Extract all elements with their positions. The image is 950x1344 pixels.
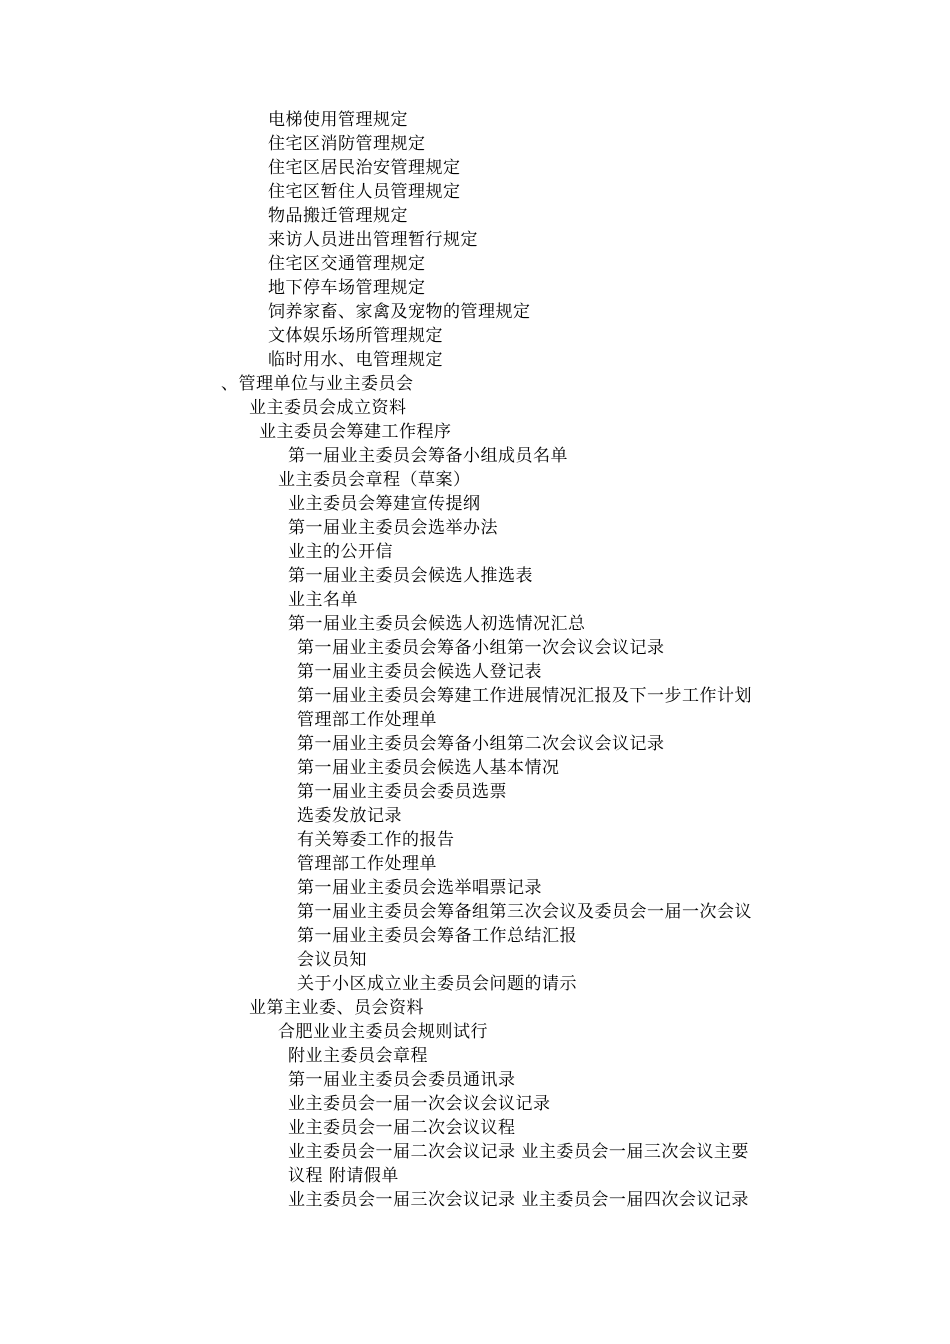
text-line: 业主名单 (288, 590, 358, 610)
section-heading: 、管理单位与业主委员会 (221, 374, 414, 394)
text-line: 议程 附请假单 (288, 1166, 399, 1186)
text-line: 业主委员会一届一次会议会议记录 (288, 1094, 551, 1114)
text-line: 业主委员会筹建工作程序 (259, 422, 452, 442)
text-line: 管理部工作处理单 (297, 710, 437, 730)
text-line: 业主委员会章程（草案） (278, 470, 471, 490)
text-line: 第一届业主委员会候选人基本情况 (297, 758, 560, 778)
text-line: 第一届业主委员会选举唱票记录 (297, 878, 542, 898)
text-line: 选委发放记录 (297, 806, 402, 826)
text-line: 第一届业主委员会筹备组第三次会议及委员会一届一次会议 (297, 902, 752, 922)
text-line: 住宅区居民治安管理规定 (268, 158, 461, 178)
text-line: 第一届业主委员会委员通讯录 (288, 1070, 516, 1090)
text-line: 业主委员会成立资料 (249, 398, 407, 418)
text-line: 电梯使用管理规定 (268, 110, 408, 130)
text-line: 住宅区消防管理规定 (268, 134, 426, 154)
text-line: 第一届业主委员会筹备小组成员名单 (288, 446, 568, 466)
text-line: 住宅区暂住人员管理规定 (268, 182, 461, 202)
text-line: 业主委员会一届三次会议记录 业主委员会一届四次会议记录 (288, 1190, 749, 1210)
text-line: 管理部工作处理单 (297, 854, 437, 874)
text-line: 业主委员会筹建宣传提纲 (288, 494, 481, 514)
text-line: 临时用水、电管理规定 (268, 350, 443, 370)
text-line: 附业主委员会章程 (288, 1046, 428, 1066)
text-line: 第一届业主委员会筹备小组第二次会议会议记录 (297, 734, 665, 754)
text-line: 第一届业主委员会筹备小组第一次会议会议记录 (297, 638, 665, 658)
text-line: 合肥业业主委员会规则试行 (278, 1022, 488, 1042)
text-line: 第一届业主委员会候选人初选情况汇总 (288, 614, 586, 634)
text-line: 饲养家畜、家禽及宠物的管理规定 (268, 302, 531, 322)
text-line: 会议员知 (297, 950, 367, 970)
text-line: 物品搬迁管理规定 (268, 206, 408, 226)
text-line: 地下停车场管理规定 (268, 278, 426, 298)
text-line: 业主委员会一届二次会议议程 (288, 1118, 516, 1138)
text-line: 关于小区成立业主委员会问题的请示 (297, 974, 577, 994)
text-line: 来访人员进出管理暂行规定 (268, 230, 478, 250)
text-line: 第一届业主委员会候选人推选表 (288, 566, 533, 586)
text-line: 第一届业主委员会筹建工作进展情况汇报及下一步工作计划 (297, 686, 752, 706)
text-line: 业第主业委、员会资料 (249, 998, 424, 1018)
text-line: 业主的公开信 (288, 542, 393, 562)
text-line: 文体娱乐场所管理规定 (268, 326, 443, 346)
text-line: 住宅区交通管理规定 (268, 254, 426, 274)
text-line: 有关筹委工作的报告 (297, 830, 455, 850)
text-line: 第一届业主委员会候选人登记表 (297, 662, 542, 682)
text-line: 第一届业主委员会选举办法 (288, 518, 498, 538)
text-line: 第一届业主委员会筹备工作总结汇报 (297, 926, 577, 946)
text-line: 业主委员会一届二次会议记录 业主委员会一届三次会议主要 (288, 1142, 749, 1162)
text-line: 第一届业主委员会委员选票 (297, 782, 507, 802)
